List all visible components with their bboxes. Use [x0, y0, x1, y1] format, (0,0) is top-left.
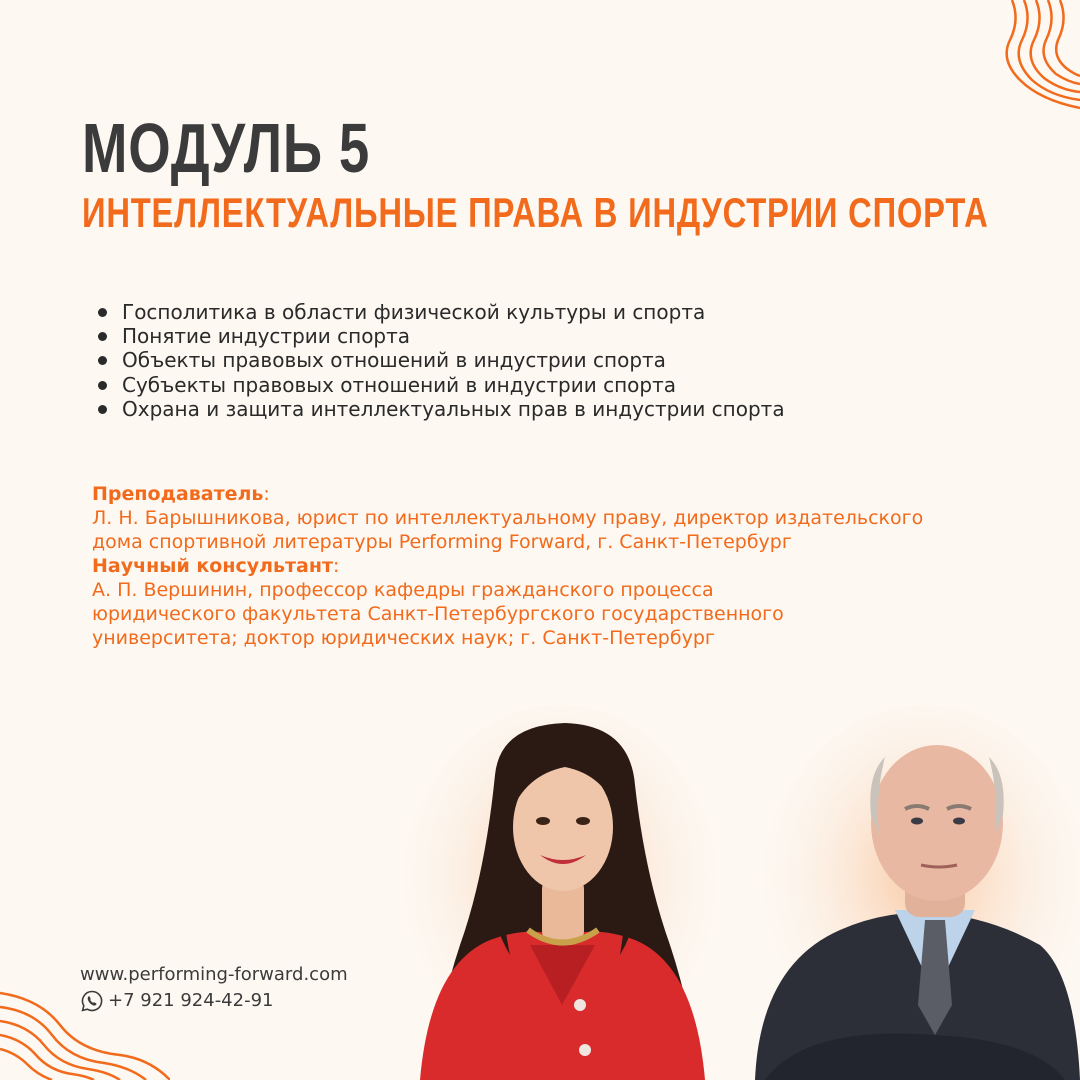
consultant-description-line: А. П. Вершинин, профессор кафедры гражданского процесса: [92, 579, 714, 601]
phone-row: [80, 988, 348, 1014]
list-item: [98, 373, 785, 397]
bullet-icon: [98, 405, 107, 414]
contact-block: [80, 962, 348, 1014]
website-row: [80, 962, 348, 988]
topic-text: Объекты правовых отношений в индустрии спорта: [122, 348, 666, 373]
consultant-description-line: университета; доктор юридических наук; г. Санкт-Петербург: [92, 627, 715, 649]
whatsapp-icon: [80, 989, 104, 1013]
list-item: [98, 348, 785, 372]
phone-number[interactable]: +7 921 924-42-91: [108, 990, 274, 1011]
topics-list: [98, 300, 785, 421]
consultant-role-suffix: :: [333, 555, 340, 577]
topic-text: Охрана и защита интеллектуальных прав в индустрии спорта: [122, 396, 785, 421]
topic-text: Понятие индустрии спорта: [122, 324, 411, 349]
teacher-photo: [400, 705, 720, 1080]
teacher-description-line: дома спортивной литературы Performing Forward, г. Санкт-Петербург: [92, 531, 792, 553]
teacher-role-suffix: :: [263, 483, 270, 505]
consultant-description-line: юридического факультета Санкт-Петербургского государственного: [92, 603, 784, 625]
bullet-icon: [98, 332, 107, 341]
website-link[interactable]: www.performing-forward.com: [80, 964, 348, 985]
topic-text: Субъекты правовых отношений в индустрии спорта: [122, 372, 676, 397]
teacher-role-label: Преподаватель: [92, 483, 264, 505]
page-subtitle: ИНТЕЛЛЕКТУАЛЬНЫЕ ПРАВА В ИНДУСТРИИ СПОРТА: [82, 189, 989, 236]
consultant-photo: [745, 705, 1080, 1080]
list-item: [98, 397, 785, 421]
consultant-heading: [92, 554, 1052, 578]
page-title: МОДУЛЬ 5: [82, 109, 371, 187]
consultant-role-label: Научный консультант: [92, 555, 334, 577]
list-item: [98, 300, 785, 324]
list-item: [98, 324, 785, 348]
bullet-icon: [98, 308, 107, 317]
credits-block: [92, 482, 1052, 650]
topic-text: Госполитика в области физической культуры и спорта: [122, 300, 706, 324]
teacher-description-line: Л. Н. Барышникова, юрист по интеллектуальному праву, директор издательского: [92, 507, 924, 529]
bullet-icon: [98, 381, 107, 390]
decorative-waves-top-right: [990, 0, 1080, 150]
bullet-icon: [98, 356, 107, 365]
teacher-heading: [92, 482, 1052, 506]
